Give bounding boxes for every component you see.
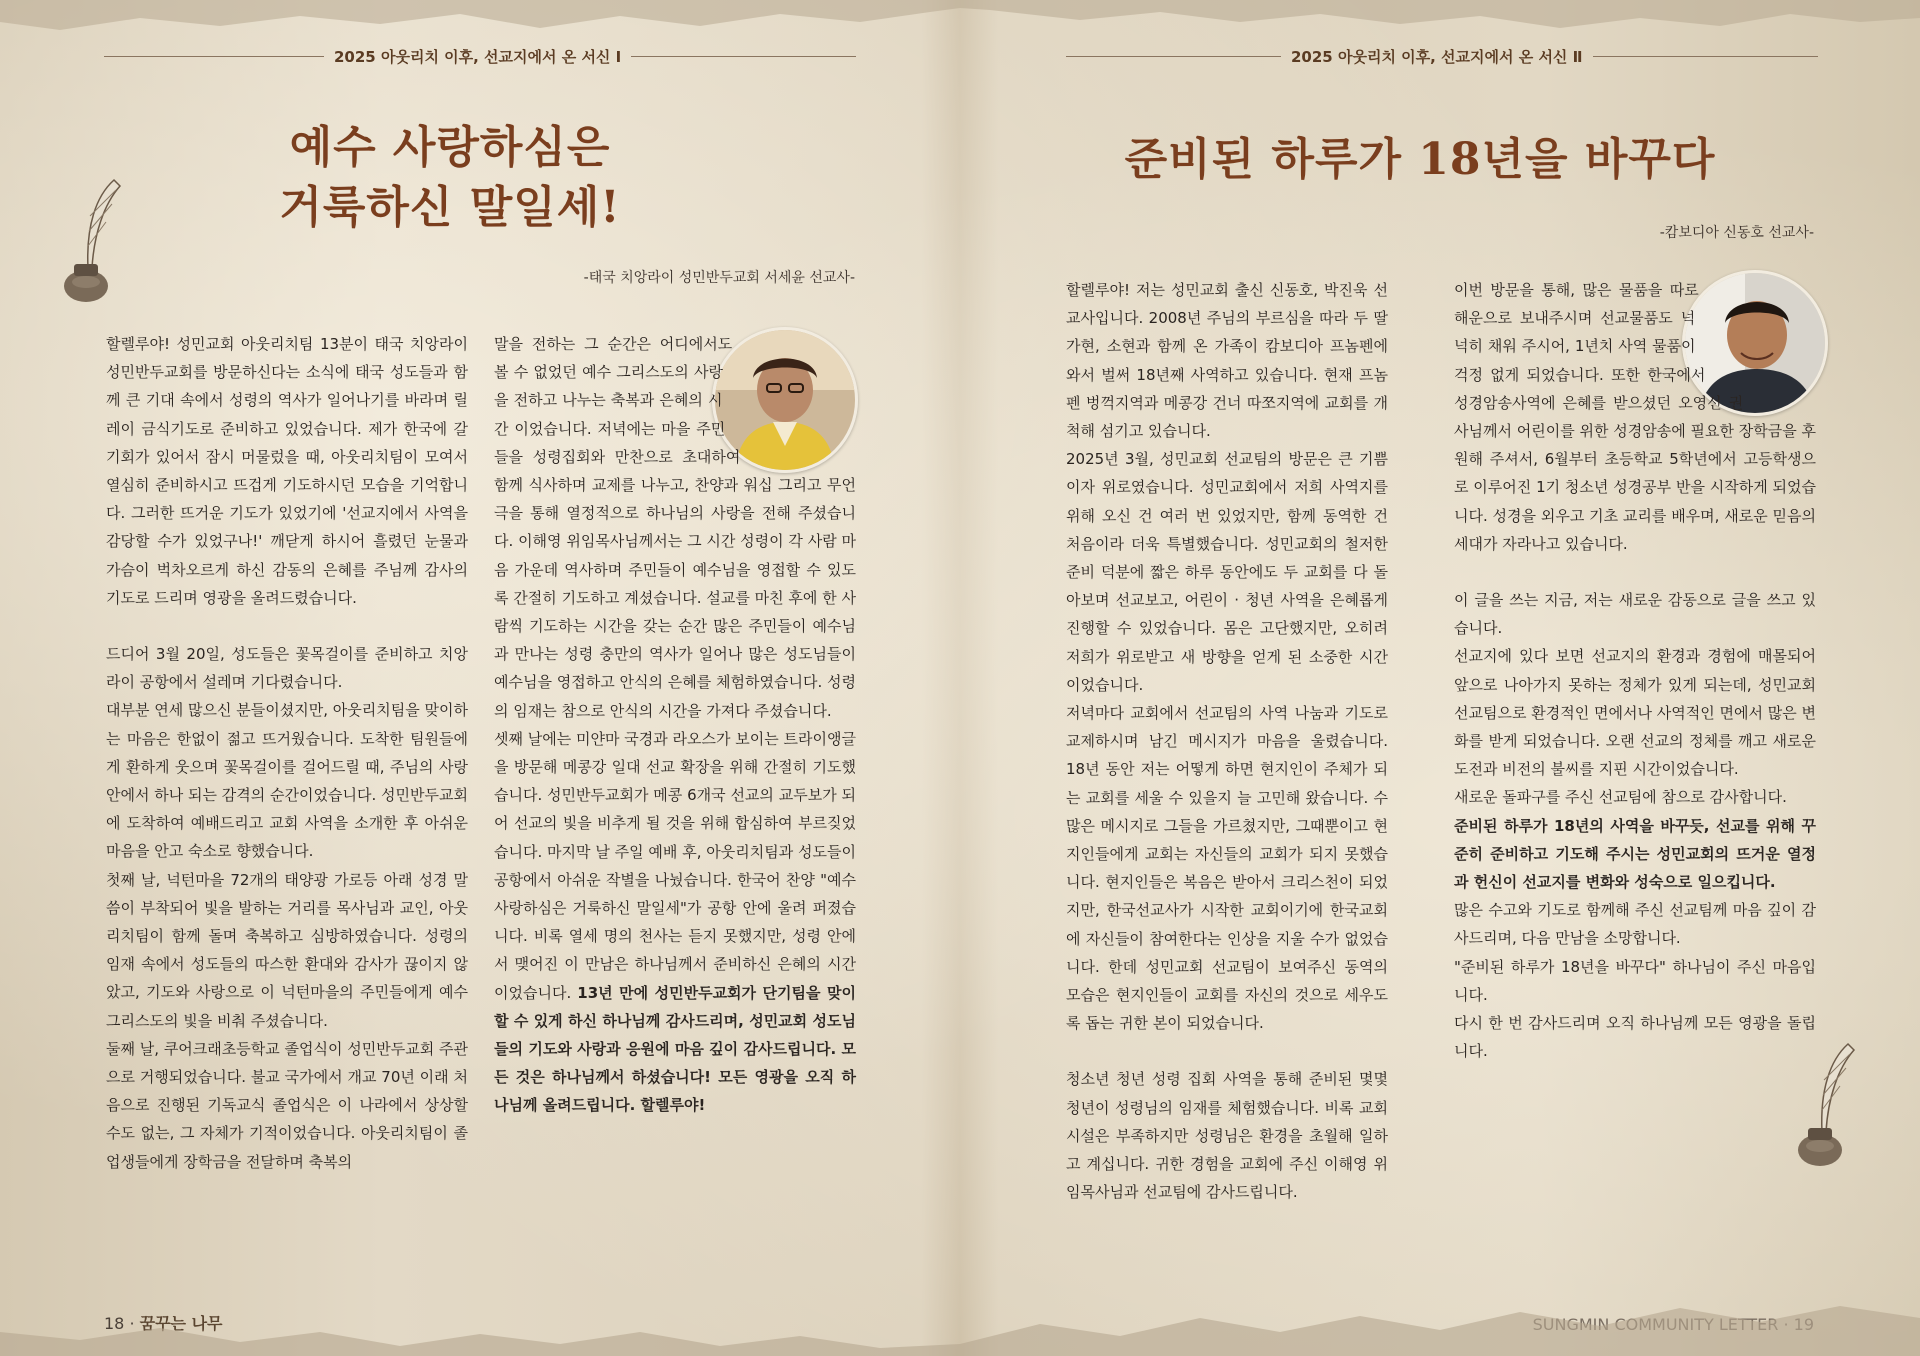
column-left-2 (494, 330, 856, 1120)
right-page (960, 0, 1920, 1356)
column-right-2 (1454, 276, 1816, 1065)
rule (1593, 56, 1818, 57)
running-head-text: 2025 아웃리치 이후, 선교지에서 온 서신 Ⅰ (334, 48, 622, 66)
running-head-left (104, 46, 856, 67)
paragraph: 셋째 날에는 미얀마 국경과 라오스가 보이는 트라이앵글을 방문해 메콩강 일대 선교 확장을 위해 간절히 기도했습니다. 성민반두교회가 메콩 6개국 선교의 교두보가 되어 선교의 빛을 비추게 될 것을 위해 합심하여 부르짖었습니다. 마지막 날 주일 예배 후, 아웃리치팀과 성도들이 공항에서 아쉬운 작별을 나눴습니다. 한국어 찬양 "예수 사랑하심은 거룩하신 말일세"가 공항 안에 울려 퍼졌습니다. 비록 열세 명의 천사는 듣지 못했지만, 성령 안에서 맺어진 이 만남은 하나님께서 준비하신 은혜의 시간이었습니다. (494, 729, 856, 1002)
closing-bold-text: 13년 만에 성민반두교회가 단기팀을 맞이할 수 있게 하신 하나님께 감사드리며, 성민교회 성도님들의 기도와 사랑과 응원에 마음 깊이 감사드립니다. 모든 것은 하나님께서 하셨습니다! 모든 영광을 오직 하나님께 올려드립니다. 할렐루야! (494, 983, 856, 1115)
magazine-logo: 꿈꾸는 나무 (139, 1314, 223, 1333)
page-title-left (240, 118, 660, 238)
byline-left: -태국 치앙라이 성민반두교회 서세윤 선교사- (583, 270, 855, 286)
paragraph: 할렐루야! 성민교회 아웃리치팀 13분이 태국 치앙라이 성민반두교회를 방문하신다는 소식에 태국 성도들과 함께 큰 기대 속에서 성령의 역사가 일어나기를 바라며 릴레이 금식기도로 준비하고 있었습니다. 제가 한국에 갈 기회가 있어서 잠시 머물렀을 때, 아웃리치팀이 모여서 열심히 준비하시고 뜨겁게 기도하시던 모습을 기억합니다. 그러한 뜨거운 기도가 있었기에 '선교지에서 사역을 감당할 수가 있었구나!' 깨닫게 하시어 흘렸던 눈물과 가슴이 벅차오르게 하신 감동의 은혜를 주님께 감사의 기도로 드리며 영광을 올려드렸습니다. (106, 335, 468, 607)
quill-ink-icon (1790, 1040, 1870, 1170)
folio-separator: · (129, 1314, 135, 1333)
page-title-right: 준비된 하루가 18년을 바꾸다 (1124, 134, 1716, 185)
byline-right: -캄보디아 신동호 선교사- (1659, 225, 1814, 241)
rule (1066, 56, 1281, 57)
paragraph: 말을 전하는 그 순간은 어디에서도 볼 수 없었던 예수 그리스도의 사랑을 전하고 나누는 축복과 은혜의 시간 이었습니다. 저녁에는 마을 주민들을 성령집회와 만찬으로 초대하여 함께 식사하며 교제를 나누고, 찬양과 워십 그리고 무언극을 통해 열정적으로 하나님의 사랑을 전해 주셨습니다. 이해영 위임목사님께서는 그 시간 성령이 각 사람 마음 가운데 역사하며 주민들이 예수님을 영접할 수 있도록 간절히 기도하고 계셨습니다. 설교를 마친 후에 한 사람씩 기도하는 시간을 갖는 순간 많은 주민들이 예수님과 만나는 성령 충만의 역사가 일어나 많은 성도님들이 예수님을 영접하고 안식의 은혜를 체험하였습니다. 성령의 임재는 참으로 안식의 시간을 가져다 주셨습니다. (494, 335, 856, 720)
rule (631, 56, 856, 57)
title-line: 예수 사랑하심은 (289, 122, 611, 173)
paragraph: 이 글을 쓰는 지금, 저는 새로운 감동으로 글을 쓰고 있습니다. (1454, 591, 1816, 638)
paragraph: 드디어 3월 20일, 성도들은 꽃목걸이를 준비하고 치앙라이 공항에서 설레며 기다렸습니다. (106, 645, 468, 692)
paragraph: 둘째 날, 쿠어크래초등학교 졸업식이 성민반두교회 주관으로 거행되었습니다. 불교 국가에서 개교 70년 이래 처음으로 진행된 기독교식 졸업식은 이 나라에서 상상할 수도 없는, 그 자체가 기적이었습니다. 아웃리치팀이 졸업생들에게 장학금을 전달하며 축복의 (106, 1039, 468, 1171)
quill-ink-icon (56, 176, 136, 306)
closing-bold-text: 준비된 하루가 18년의 사역을 바꾸듯, 선교를 위해 꾸준히 준비하고 기도해 주시는 성민교회의 뜨거운 열정과 헌신이 선교지를 변화와 성숙으로 일으킵니다. (1454, 816, 1816, 892)
paragraph: 많은 수고와 기도로 함께해 주신 선교팀께 마음 깊이 감사드리며, 다음 만남을 소망합니다. (1454, 901, 1816, 948)
paragraph: 첫째 날, 넉턴마을 72개의 태양광 가로등 아래 성경 말씀이 부착되어 빛을 발하는 거리를 목사님과 교인, 아웃리치팀이 함께 돌며 축복하고 심방하였습니다. 성령의 임재 속에서 성도들의 따스한 환대와 감사가 끊이지 않았고, 기도와 사랑으로 이 넉턴마을의 주민들에게 예수 그리스도의 빛을 비춰 주셨습니다. (106, 870, 468, 1030)
paragraph: 이번 방문을 통해, 많은 물품을 따로 해운으로 보내주시며 선교물품도 넉넉히 채워 주시어, 1년치 사역 물품이 걱정 없게 되었습니다. 또한 한국에서 성경암송사역에 은혜를 받으셨던 오영선 권사님께서 어린이를 위한 성경암송에 필요한 장학금을 후원해 주셔서, 6월부터 초등학교 5학년에서 고등학생으로 이루어진 1기 청소년 성경공부 반을 시작하게 되었습니다. 성경을 외우고 기초 교리를 배우며, 새로운 믿음의 세대가 자라나고 있습니다. (1454, 281, 1816, 553)
running-head-text: 2025 아웃리치 이후, 선교지에서 온 서신 Ⅱ (1291, 48, 1583, 66)
paragraph: 할렐루야! 저는 성민교회 출신 신동호, 박진욱 선교사입니다. 2008년 주님의 부르심을 따라 두 딸 가현, 소현과 함께 온 가족이 캄보디아 프놈펜에 와서 벌써 18년째 사역하고 있습니다. 현재 프놈펜 벙꺽지역과 메콩강 건너 따쪼지역에 교회를 개척해 섬기고 있습니다. (1066, 281, 1388, 441)
rule (104, 56, 324, 57)
column-right-1 (1066, 276, 1388, 1207)
running-head-right (1066, 46, 1818, 67)
paragraph: 2025년 3월, 성민교회 선교팀의 방문은 큰 기쁨이자 위로였습니다. 성민교회에서 저희 사역지를 위해 오신 건 여러 번 있었지만, 함께 동역한 건 처음이라 더욱 특별했습니다. 성민교회의 철저한 준비 덕분에 짧은 하루 동안에도 두 교회를 다 돌아보며 선교보고, 어린이 · 청년 사역을 은혜롭게 진행할 수 있었습니다. 몸은 고단했지만, 오히려 저희가 위로받고 새 방향을 얻게 된 소중한 시간이었습니다. (1066, 450, 1388, 694)
paragraph: "준비된 하루가 18년을 바꾸다" 하나님이 주신 마음입니다. (1454, 957, 1816, 1004)
column-left-1 (106, 330, 468, 1176)
page-number: 18 (104, 1314, 125, 1333)
paragraph: 새로운 돌파구를 주신 선교팀에 참으로 감사합니다. (1454, 788, 1787, 807)
paragraph: 대부분 연세 많으신 분들이셨지만, 아웃리치팀을 맞이하는 마음은 한없이 젊고 뜨거웠습니다. 도착한 팀원들에게 환하게 웃으며 꽃목걸이를 걸어드릴 때, 주님의 사랑 안에서 하나 되는 감격의 순간이었습니다. 성민반두교회에 도착하여 예배드리고 교회 사역을 소개한 후 아쉬운 마음을 안고 숙소로 향했습니다. (106, 701, 468, 861)
title-line: 거룩하신 말일세! (279, 182, 621, 233)
paragraph: 선교지에 있다 보면 선교지의 환경과 경험에 매몰되어 앞으로 나아가지 못하는 정체가 있게 되는데, 성민교회 선교팀으로 환경적인 면에서나 사역적인 면에서 많은 변화를 받게 되었습니다. 오랜 선교의 정체를 깨고 새로운 도전과 비전의 불씨를 지핀 시간이었습니다. (1454, 647, 1816, 779)
paragraph: 저녁마다 교회에서 선교팀의 사역 나눔과 기도로 교제하시며 남긴 메시지가 마음을 울렸습니다. 18년 동안 저는 어떻게 하면 현지인이 주체가 되는 교회를 세울 수 있을지 늘 고민해 왔습니다. 수많은 메시지로 그들을 가르쳤지만, 그때뿐이고 현지인들에게 교회는 자신들의 교회가 되지 못했습니다. 현지인들은 복음은 받아서 크리스천이 되었지만, 한국선교사가 시작한 교회이기에 한국교회에 자신들이 참여한다는 인상을 지울 수가 없었습니다. 한데 성민교회 선교팀이 보여주신 동역의 모습은 현지인들이 교회를 자신의 것으로 세우도록 돕는 귀한 본이 되었습니다. (1066, 704, 1388, 1033)
torn-paper-bottom (0, 1236, 1920, 1356)
paragraph: 다시 한 번 감사드리며 오직 하나님께 모든 영광을 돌립니다. (1454, 1014, 1816, 1061)
paragraph: 청소년 청년 성령 집회 사역을 통해 준비된 몇몇 청년이 성령님의 임재를 체험했습니다. 비록 교회 시설은 부족하지만 성령님은 환경을 초월해 일하고 계십니다. 귀한 경험을 교회에 주신 이해영 위임목사님과 선교팀에 감사드립니다. (1066, 1070, 1388, 1202)
